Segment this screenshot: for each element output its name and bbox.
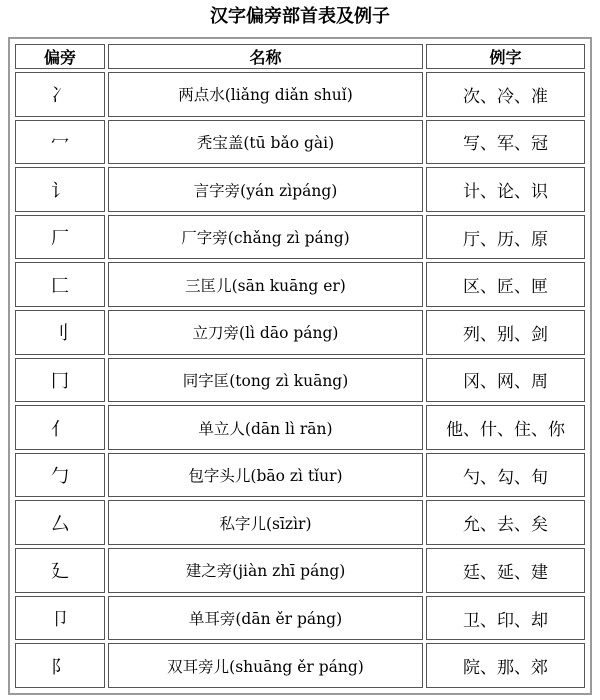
name-cell: 秃宝盖(tū bǎo gài) [108, 120, 423, 165]
radical-cell: 厶 [15, 500, 105, 545]
table-row [15, 262, 585, 307]
header-name: 名称 [108, 44, 423, 69]
examples-cell: 厅、历、原 [426, 215, 585, 260]
name-cell: 包字头儿(bāo zì tǐur) [108, 453, 423, 498]
radical-cell: 冂 [15, 358, 105, 403]
examples-cell: 区、匠、匣 [426, 262, 585, 307]
examples-cell: 冈、网、周 [426, 358, 585, 403]
radical-table [12, 41, 588, 691]
table-row [15, 358, 585, 403]
name-cell: 言字旁(yán zìpáng) [108, 167, 423, 212]
header-examples: 例字 [426, 44, 585, 69]
radical-cell: 讠 [15, 167, 105, 212]
header-radical: 偏旁 [15, 44, 105, 69]
name-cell: 同字匡(tong zì kuāng) [108, 358, 423, 403]
name-cell: 单立人(dān lì rān) [108, 405, 423, 450]
examples-cell: 他、什、住、你 [426, 405, 585, 450]
examples-cell: 次、冷、准 [426, 72, 585, 117]
examples-cell: 院、那、郊 [426, 643, 585, 688]
table-row [15, 120, 585, 165]
examples-cell: 卫、印、却 [426, 596, 585, 641]
radical-cell: 廴 [15, 548, 105, 593]
name-cell: 建之旁(jiàn zhī páng) [108, 548, 423, 593]
radical-cell: 冫 [15, 72, 105, 117]
examples-cell: 勺、勾、旬 [426, 453, 585, 498]
name-cell: 单耳旁(dān ěr páng) [108, 596, 423, 641]
table-row [15, 310, 585, 355]
name-cell: 双耳旁儿(shuāng ěr páng) [108, 643, 423, 688]
radical-cell: 厂 [15, 215, 105, 260]
radical-table-frame [8, 37, 592, 695]
radical-cell: 勹 [15, 453, 105, 498]
name-cell: 私字儿(sīzìr) [108, 500, 423, 545]
radical-cell: 阝 [15, 643, 105, 688]
name-cell: 立刀旁(lì dāo páng) [108, 310, 423, 355]
table-row [15, 405, 585, 450]
table-row [15, 643, 585, 688]
name-cell: 三匡儿(sān kuāng er) [108, 262, 423, 307]
radical-cell: 匚 [15, 262, 105, 307]
table-row [15, 72, 585, 117]
table-row [15, 596, 585, 641]
examples-cell: 廷、延、建 [426, 548, 585, 593]
radical-cell: 亻 [15, 405, 105, 450]
radical-cell: 刂 [15, 310, 105, 355]
examples-cell: 列、别、剑 [426, 310, 585, 355]
table-row [15, 215, 585, 260]
radical-cell: 冖 [15, 120, 105, 165]
table-row [15, 167, 585, 212]
name-cell: 厂字旁(chǎng zì páng) [108, 215, 423, 260]
examples-cell: 计、论、识 [426, 167, 585, 212]
table-row [15, 548, 585, 593]
table-row [15, 453, 585, 498]
page-title: 汉字偏旁部首表及例子 [210, 6, 390, 27]
name-cell: 两点水(liǎng diǎn shuǐ) [108, 72, 423, 117]
examples-cell: 允、去、矣 [426, 500, 585, 545]
header-row [15, 44, 585, 69]
radical-cell: 卩 [15, 596, 105, 641]
table-row [15, 500, 585, 545]
examples-cell: 写、军、冠 [426, 120, 585, 165]
